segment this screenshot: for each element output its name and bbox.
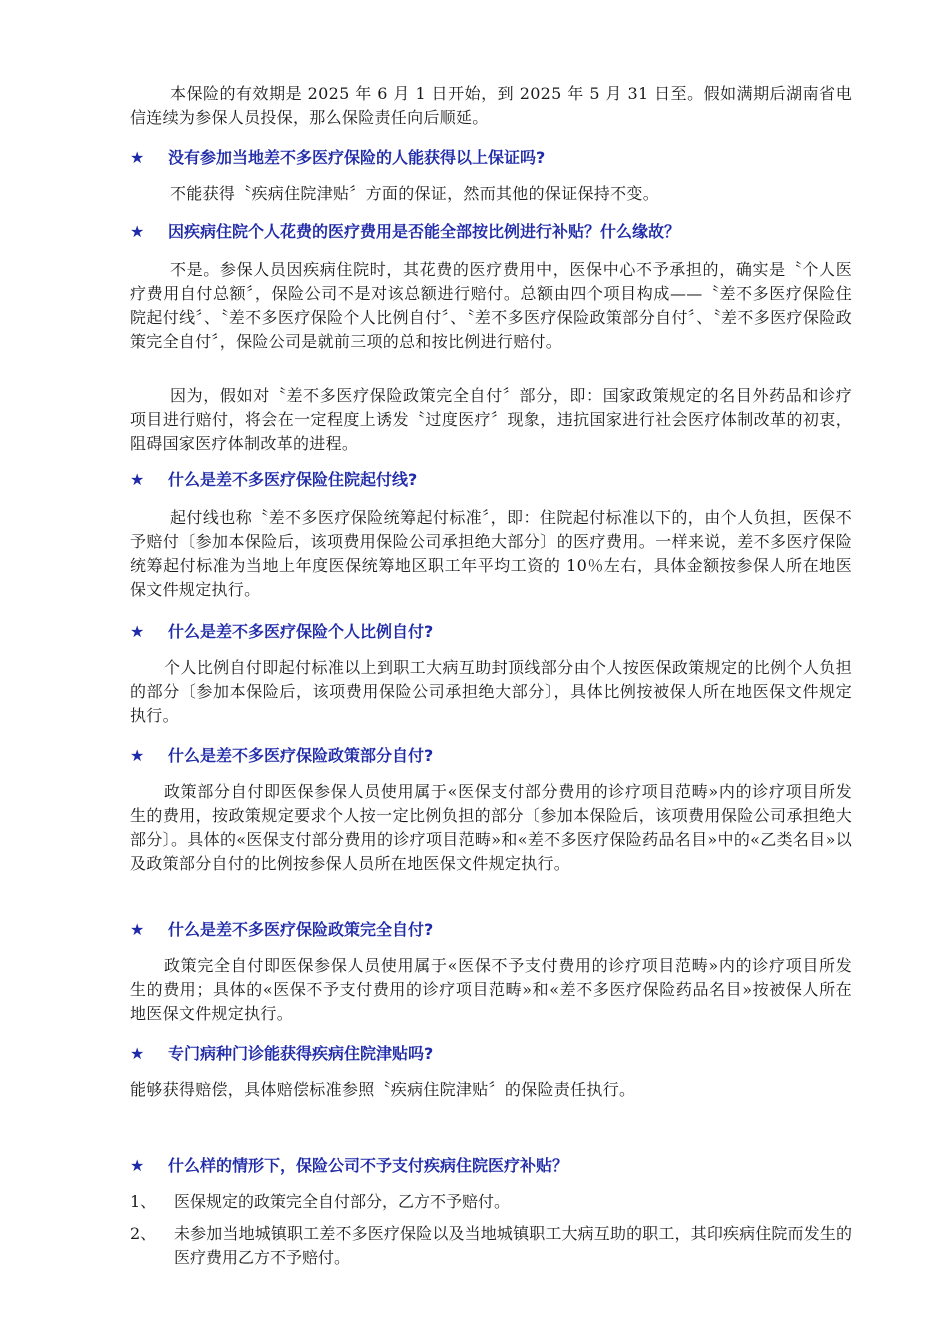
answer-paragraph [130, 506, 852, 602]
list-number: 2、 [130, 1224, 157, 1243]
star-icon: ★ [130, 920, 145, 939]
answer-paragraph [130, 384, 852, 456]
star-icon: ★ [130, 746, 145, 765]
answer-paragraph [130, 1078, 852, 1102]
star-icon: ★ [130, 622, 145, 641]
star-icon: ★ [130, 1156, 145, 1175]
question-heading [130, 220, 852, 244]
question-text: 没有参加当地差不多医疗保险的人能获得以上保证吗? [168, 148, 546, 167]
list-text: 未参加当地城镇职工差不多医疗保险以及当地城镇职工大病互助的职工，其印疾病住院而发生的医疗费用乙方不予赔付。 [174, 1224, 852, 1267]
intro-paragraph [130, 82, 852, 130]
question-text: 专门病种门诊能获得疾病住院津贴吗? [168, 1044, 434, 1063]
answer-text: 起付线也称〝差不多医疗保险统筹起付标准〞，即：住院起付标准以下的，由个人负担，医保不予赔付〔参加本保险后，该项费用保险公司承担绝大部分〕的医疗费用。一样来说，差不多医疗保险统筹起付标准为当地上年度医保统筹地区职工年平均工资的 10％左右，具体金额按参保人所在地医保文件规定执行。 [130, 508, 852, 599]
answer-paragraph [130, 182, 852, 206]
answer-text: 个人比例自付即起付标准以上到职工大病互助封顶线部分由个人按医保政策规定的比例个人负担的部分〔参加本保险后，该项费用保险公司承担绝大部分〕，具体比例按被保人所在地医保文件规定执行。 [130, 658, 852, 725]
list-text: 医保规定的政策完全自付部分，乙方不予赔付。 [174, 1192, 511, 1211]
question-heading [130, 146, 852, 170]
question-text: 什么是差不多医疗保险住院起付线? [168, 470, 418, 489]
answer-paragraph [130, 780, 852, 876]
answer-text: 政策完全自付即医保参保人员使用属于«医保不予支付费用的诊疗项目范畴»内的诊疗项目所发生的费用；具体的«医保不予支付费用的诊疗项目范畴»和«差不多医疗保险药品名目»按被保人所在地医保文件规定执行。 [130, 956, 852, 1023]
list-item [130, 1190, 852, 1214]
answer-text: 不能获得〝疾病住院津贴〞方面的保证，然而其他的保证保持不变。 [170, 184, 660, 203]
question-text: 因疾病住院个人花费的医疗费用是否能全部按比例进行补贴？什么缘故？ [168, 222, 681, 241]
question-text: 什么是差不多医疗保险个人比例自付? [168, 622, 434, 641]
question-heading [130, 1042, 852, 1066]
list-item [130, 1222, 852, 1270]
answer-paragraph [130, 954, 852, 1026]
question-heading [130, 744, 852, 768]
answer-text: 不是。参保人员因疾病住院时，其花费的医疗费用中，医保中心不予承担的，确实是〝个人医疗费用自付总额〞，保险公司不是对该总额进行赔付。总额由四个项目构成——〝差不多医疗保险住院起付线〞、〝差不多医疗保险个人比例自付〞、〝差不多医疗保险政策部分自付〞、〝差不多医疗保险政策完全自付〞，保险公司是就前三项的总和按比例进行赔付。 [130, 260, 852, 351]
question-text: 什么样的情形下，保险公司不予支付疾病住院医疗补贴？ [168, 1156, 569, 1175]
list-number: 1、 [130, 1192, 157, 1211]
answer-text: 政策部分自付即医保参保人员使用属于«医保支付部分费用的诊疗项目范畴»内的诊疗项目所发生的费用，按政策规定要求个人按一定比例负担的部分〔参加本保险后，该项费用保险公司承担绝大部分〕。具体的«医保支付部分费用的诊疗项目范畴»和«差不多医疗保险药品名目»中的«乙类名目»以及政策部分自付的比例按参保人员所在地医保文件规定执行。 [130, 782, 852, 873]
answer-paragraph [130, 656, 852, 728]
question-text: 什么是差不多医疗保险政策完全自付? [168, 920, 434, 939]
star-icon: ★ [130, 1044, 145, 1063]
answer-text: 因为，假如对〝差不多医疗保险政策完全自付〞部分，即：国家政策规定的名目外药品和诊疗项目进行赔付，将会在一定程度上诱发〝过度医疗〞现象，违抗国家进行社会医疗体制改革的初衷，阻碍国家医疗体制改革的进程。 [130, 386, 852, 453]
answer-text: 能够获得赔偿，具体赔偿标准参照〝疾病住院津贴〞的保险责任执行。 [130, 1080, 636, 1099]
question-heading [130, 1154, 852, 1178]
answer-paragraph [130, 258, 852, 354]
question-heading [130, 918, 852, 942]
star-icon: ★ [130, 222, 145, 241]
question-heading [130, 468, 852, 492]
intro-text: 本保险的有效期是 2025 年 6 月 1 日开始，到 2025 年 5 月 31 日至。假如满期后湖南省电信连续为参保人员投保，那么保险责任向后顺延。 [130, 84, 852, 127]
star-icon: ★ [130, 470, 145, 489]
question-heading [130, 620, 852, 644]
question-text: 什么是差不多医疗保险政策部分自付? [168, 746, 434, 765]
star-icon: ★ [130, 148, 145, 167]
